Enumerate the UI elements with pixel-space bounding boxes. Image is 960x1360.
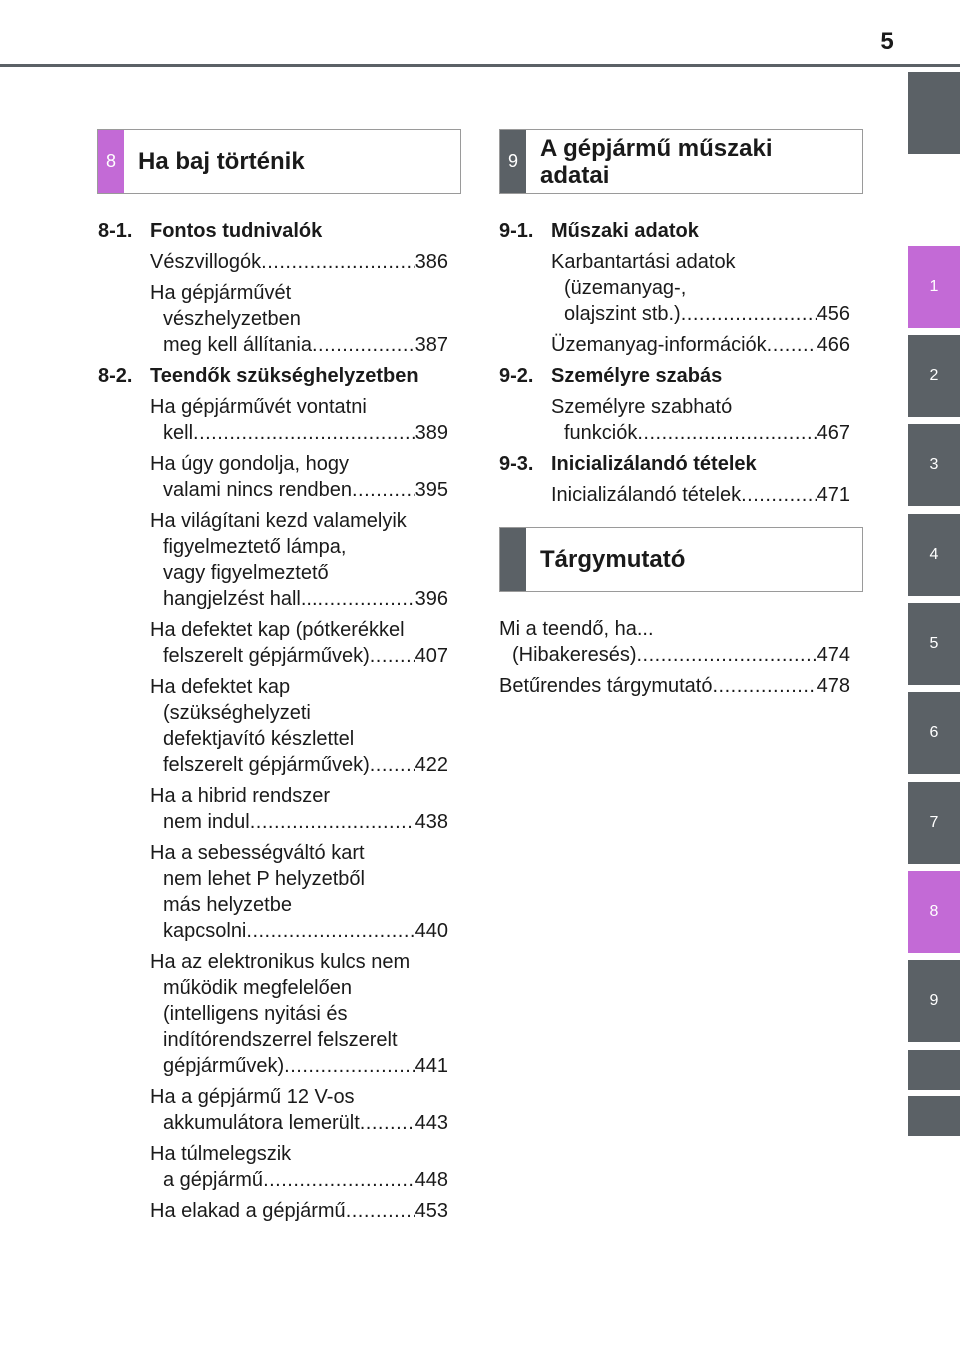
toc-entry[interactable] [150, 617, 448, 669]
toc-entry-line: Inicializálandó tételek [551, 484, 742, 506]
chapter-tab-blank-0[interactable] [908, 72, 960, 154]
toc-entry[interactable] [150, 1084, 448, 1136]
dot-leader [741, 482, 817, 508]
section-number: 9-3. [499, 453, 534, 475]
dot-leader [712, 673, 816, 699]
toc-page-number: 389 [414, 422, 448, 444]
toc-entry-line: felszerelt gépjárművek) [163, 645, 370, 667]
dot-leader [261, 249, 414, 275]
toc-entry-line: Ha úgy gondolja, hogy [150, 453, 350, 475]
chapter-tab-2[interactable]: 2 [908, 335, 960, 417]
dot-leader [318, 586, 415, 612]
chapter-tab-8[interactable]: 8 [908, 871, 960, 953]
toc-entry-line: gépjárművek) [163, 1055, 285, 1077]
toc-entry-line: nem lehet P helyzetből [163, 868, 365, 890]
chapter-tab-9[interactable]: 9 [908, 960, 960, 1042]
section-title: Fontos tudnivalók [150, 220, 323, 242]
toc-entry[interactable] [150, 451, 448, 503]
toc-entry-line: Üzemanyag-információk [551, 334, 767, 356]
toc-page-number: 478 [816, 675, 850, 697]
chapter-tab-6[interactable]: 6 [908, 692, 960, 774]
toc-entry-line: (intelligens nyitási és [163, 1003, 348, 1025]
chapter-8-contents [98, 218, 448, 1229]
toc-entry-line: Személyre szabható [551, 396, 733, 418]
index-header [499, 527, 863, 592]
toc-entry-line: Betűrendes tárgymutató [499, 675, 713, 697]
toc-entry[interactable] [499, 616, 850, 668]
toc-entry-line: Ha az elektronikus kulcs nem [150, 951, 411, 973]
chapter-tab-blank-11[interactable] [908, 1096, 960, 1136]
dot-leader [193, 420, 415, 446]
toc-entry-line: hangjelzést hall... [163, 588, 318, 610]
toc-entry-line: vagy figyelmeztető [163, 562, 329, 584]
dot-leader [346, 1198, 415, 1224]
toc-page-number: 395 [414, 479, 448, 501]
chapter-8-header [97, 129, 461, 194]
toc-entry[interactable] [150, 249, 448, 275]
toc-entry[interactable] [150, 1198, 448, 1224]
toc-page-number: 474 [816, 644, 850, 666]
section-number: 9-1. [499, 220, 534, 242]
chapter-tab-1[interactable]: 1 [908, 246, 960, 328]
section-number: 8-1. [98, 220, 133, 242]
dot-leader [263, 1167, 415, 1193]
chapter-tab-3[interactable]: 3 [908, 424, 960, 506]
toc-entry-line: olajszint stb.) [564, 303, 681, 325]
toc-entry-line: felszerelt gépjárművek) [163, 754, 370, 776]
toc-page-number: 422 [414, 754, 448, 776]
toc-page-number: 396 [414, 588, 448, 610]
section-heading[interactable] [499, 451, 850, 477]
section-number: 8-2. [98, 365, 133, 387]
toc-entry-line: Ha a hibrid rendszer [150, 785, 331, 807]
section-title: Inicializálandó tételek [551, 453, 757, 475]
dot-leader [312, 332, 415, 358]
toc-page-number: 466 [816, 334, 850, 356]
toc-entry-line: Ha világítani kezd valamelyik [150, 510, 407, 532]
toc-entry[interactable] [150, 949, 448, 1079]
toc-entry[interactable] [150, 394, 448, 446]
dot-leader [636, 642, 816, 668]
dot-leader [352, 477, 415, 503]
toc-entry[interactable] [551, 482, 850, 508]
toc-entry-line: (szükséghelyzeti [163, 702, 311, 724]
toc-entry-line: vészhelyzetben [163, 308, 301, 330]
toc-entry-line: a gépjármű [163, 1169, 264, 1191]
toc-entry[interactable] [499, 673, 850, 699]
section-title: Személyre szabás [551, 365, 723, 387]
toc-entry-line: Mi a teendő, ha... [499, 618, 654, 640]
toc-entry-line: meg kell állítania [163, 334, 312, 356]
dot-leader [767, 332, 817, 358]
toc-page-number: 440 [414, 920, 448, 942]
toc-entry-line: más helyzetbe [163, 894, 292, 916]
toc-entry-line: Ha túlmelegszik [150, 1143, 292, 1165]
toc-page-number: 448 [414, 1169, 448, 1191]
toc-entry[interactable] [551, 332, 850, 358]
chapter-tab-7[interactable]: 7 [908, 782, 960, 864]
chapter-9-number: 9 [500, 130, 526, 193]
toc-entry-line: kapcsolni [163, 920, 247, 942]
section-heading[interactable] [499, 363, 850, 389]
toc-page-number: 387 [414, 334, 448, 356]
dot-leader [370, 643, 415, 669]
toc-entry-line: valami nincs rendben [163, 479, 352, 501]
section-heading[interactable] [98, 218, 448, 244]
dot-leader [637, 420, 816, 446]
dot-leader [250, 809, 415, 835]
chapter-9-contents [499, 218, 850, 513]
chapter-9-header [499, 129, 863, 194]
chapter-8-title: Ha baj történik [138, 148, 305, 175]
toc-entry[interactable] [551, 249, 850, 327]
dot-leader [246, 918, 414, 944]
toc-entry-line: (Hibakeresés) [512, 644, 637, 666]
toc-entry-line: Ha elakad a gépjármű [150, 1200, 346, 1222]
toc-entry[interactable] [551, 394, 850, 446]
toc-page-number: 467 [816, 422, 850, 444]
toc-entry[interactable] [150, 508, 448, 612]
chapter-tab-4[interactable]: 4 [908, 514, 960, 596]
toc-entry-line: Karbantartási adatok [551, 251, 736, 273]
toc-entry[interactable] [150, 840, 448, 944]
index-marker [500, 528, 526, 591]
toc-page-number: 456 [816, 303, 850, 325]
toc-page-number: 438 [414, 811, 448, 833]
toc-entry[interactable] [150, 674, 448, 778]
toc-entry-line: Ha a sebességváltó kart [150, 842, 365, 864]
chapter-tab-5[interactable]: 5 [908, 603, 960, 685]
section-title: Műszaki adatok [551, 220, 699, 242]
toc-entry-line: Vészvillogók [150, 251, 262, 273]
section-number: 9-2. [499, 365, 534, 387]
section-heading[interactable] [98, 363, 448, 389]
dot-leader [360, 1110, 415, 1136]
toc-entry-line: figyelmeztető lámpa, [163, 536, 347, 558]
section-heading[interactable] [499, 218, 850, 244]
index-title: Tárgymutató [540, 546, 686, 573]
page-number: 5 [880, 28, 894, 55]
dot-leader [370, 752, 415, 778]
chapter-tab-blank-10[interactable] [908, 1050, 960, 1090]
toc-page-number: 453 [414, 1200, 448, 1222]
toc-entry-line: akkumulátora lemerült [163, 1112, 360, 1134]
toc-entry-line: (üzemanyag-, [564, 277, 687, 299]
toc-entry[interactable] [150, 783, 448, 835]
toc-entry-line: kell [163, 422, 194, 444]
toc-entry-line: funkciók [564, 422, 638, 444]
toc-entry[interactable] [150, 280, 448, 358]
dot-leader [284, 1053, 414, 1079]
toc-page-number: 471 [816, 484, 850, 506]
toc-entry-line: Ha gépjárművét [150, 282, 292, 304]
toc-entry-line: Ha gépjárművét vontatni [150, 396, 367, 418]
chapter-8-number: 8 [98, 130, 124, 193]
toc-entry-line: Ha a gépjármű 12 V-os [150, 1086, 355, 1108]
toc-entry[interactable] [150, 1141, 448, 1193]
toc-entry-line: indítórendszerrel felszerelt [163, 1029, 398, 1051]
toc-entry-line: nem indul [163, 811, 250, 833]
toc-entry-line: működik megfelelően [163, 977, 352, 999]
section-title: Teendők szükséghelyzetben [150, 365, 419, 387]
top-rule [0, 64, 960, 67]
chapter-9-title: A gépjármű műszaki adatai [540, 134, 773, 189]
toc-page-number: 441 [414, 1055, 448, 1077]
toc-entry-line: Ha defektet kap [150, 676, 291, 698]
toc-page-number: 386 [414, 251, 448, 273]
toc-page-number: 443 [414, 1112, 448, 1134]
toc-entry-line: defektjavító készlettel [163, 728, 355, 750]
toc-entry-line: Ha defektet kap (pótkerékkel [150, 619, 405, 641]
index-contents [499, 616, 850, 704]
dot-leader [681, 301, 817, 327]
toc-page-number: 407 [414, 645, 448, 667]
